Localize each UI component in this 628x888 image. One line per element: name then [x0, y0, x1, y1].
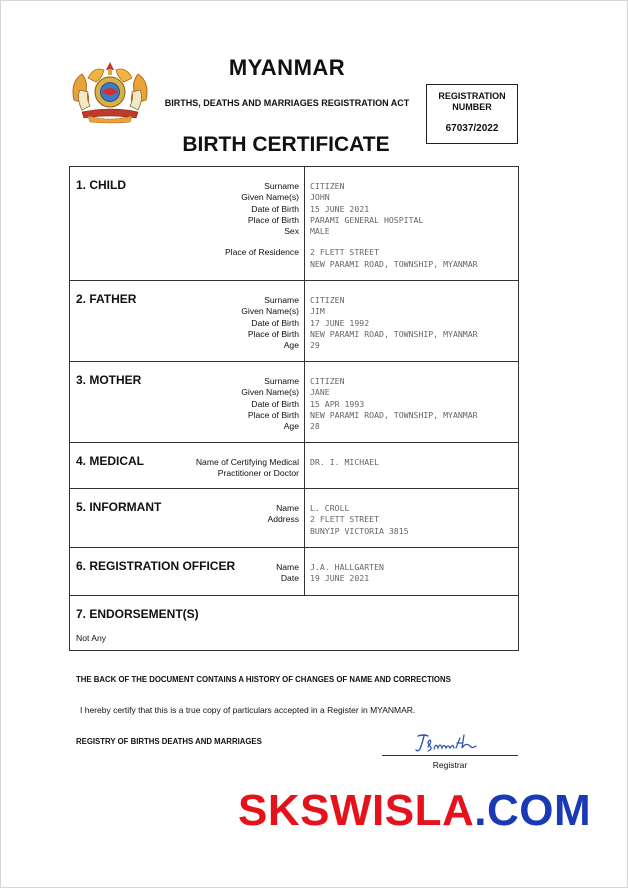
- field-label: Surname: [264, 295, 299, 305]
- field-value: L. CROLL: [310, 503, 350, 513]
- field-label: Age: [283, 340, 299, 351]
- field-label: Given Name(s): [241, 387, 299, 398]
- endorsement-text: Not Any: [76, 633, 107, 643]
- field-label: Surname: [264, 376, 299, 386]
- column-divider: [304, 548, 305, 595]
- field-value: 2 FLETT STREET: [310, 514, 380, 525]
- watermark: [238, 786, 591, 836]
- field-values: [310, 376, 478, 432]
- field-label: Date of Birth: [251, 317, 299, 328]
- section-title: 2. FATHER: [76, 292, 137, 306]
- field-value: 15 APR 1993: [310, 398, 365, 409]
- field-value: 17 JUNE 1992: [310, 317, 370, 328]
- field-label: Name: [276, 562, 299, 572]
- field-label: Place of Birth: [247, 409, 299, 420]
- field-value: MALE: [310, 226, 330, 237]
- watermark-part-red: SKSWISLA: [238, 786, 475, 835]
- field-label: Sex: [284, 226, 299, 237]
- field-label: Place of Birth: [247, 214, 299, 225]
- field-value: JOHN: [310, 192, 330, 203]
- field-label: Date of Birth: [251, 398, 299, 409]
- watermark-part-blue: .COM: [474, 786, 592, 835]
- act-name: BIRTHS, DEATHS AND MARRIAGES REGISTRATION ACT: [164, 98, 410, 108]
- state-seal-icon: [68, 60, 152, 124]
- section-informant: [70, 489, 518, 548]
- section-title: 6. REGISTRATION OFFICER: [76, 559, 236, 573]
- section-title: 7. ENDORSEMENT(S): [76, 607, 199, 621]
- field-values: [310, 295, 478, 351]
- column-divider: [304, 281, 305, 361]
- field-labels: [241, 376, 299, 432]
- field-value: 19 JUNE 2021: [310, 573, 370, 584]
- field-labels: [196, 457, 299, 480]
- field-label: Date of Birth: [251, 203, 299, 214]
- section-registration-officer: [70, 548, 518, 596]
- field-value: NEW PARAMI ROAD, TOWNSHIP, MYANMAR: [310, 328, 478, 339]
- field-label: Address: [267, 514, 299, 525]
- field-value: 2 FLETT STREET: [310, 247, 380, 258]
- field-value: JANE: [310, 387, 330, 398]
- field-label: Given Name(s): [241, 306, 299, 317]
- field-values: [310, 503, 409, 537]
- field-values: [310, 457, 379, 468]
- field-labels: [241, 295, 299, 351]
- section-medical: [70, 443, 518, 489]
- field-label: Name of Certifying Medical: [195, 457, 299, 467]
- section-child: [70, 167, 518, 281]
- section-mother: [70, 362, 518, 443]
- section-title: 5. INFORMANT: [76, 500, 162, 514]
- registry-name: REGISTRY OF BIRTHS DEATHS AND MARRIAGES: [76, 737, 262, 746]
- field-labels: [276, 562, 299, 585]
- registrar-signature: [414, 732, 486, 754]
- country-name: MYANMAR: [228, 55, 346, 80]
- field-value: CITIZEN: [310, 376, 345, 386]
- field-value: NEW PARAMI ROAD, TOWNSHIP, MYANMAR: [310, 258, 478, 269]
- field-label: Surname: [264, 181, 299, 191]
- field-value: DR. I. MICHAEL: [310, 457, 380, 467]
- signature-line: [382, 755, 518, 756]
- field-value: NEW PARAMI ROAD, TOWNSHIP, MYANMAR: [310, 409, 478, 420]
- section-title: 4. MEDICAL: [76, 454, 145, 468]
- column-divider: [304, 362, 305, 442]
- field-labels: [225, 181, 299, 259]
- back-of-document-note: THE BACK OF THE DOCUMENT CONTAINS A HISTORY OF CHANGES OF NAME AND CORRECTIONS: [76, 675, 451, 684]
- column-divider: [304, 443, 305, 488]
- field-label: Place of Birth: [247, 328, 299, 339]
- field-values: [310, 562, 384, 585]
- section-title: 3. MOTHER: [76, 373, 142, 387]
- certificate-table: [69, 166, 519, 651]
- field-label: Given Name(s): [241, 192, 299, 203]
- registration-number-box: [426, 84, 518, 144]
- field-value: CITIZEN: [310, 295, 345, 305]
- field-label: Place of Residence: [224, 247, 299, 258]
- registration-number-label: NUMBER: [452, 102, 492, 112]
- registrar-label: Registrar: [432, 760, 468, 770]
- field-label: Date: [280, 573, 299, 584]
- field-value: 15 JUNE 2021: [310, 203, 370, 214]
- section-title: 1. CHILD: [76, 178, 127, 192]
- field-label: Name: [276, 503, 299, 513]
- column-divider: [304, 489, 305, 547]
- field-value: JIM: [310, 306, 325, 317]
- field-label: Age: [283, 421, 299, 432]
- column-divider: [304, 167, 305, 280]
- svg-text:~ ~ ~ ~ ~: ~ ~ ~ ~ ~: [99, 116, 121, 121]
- field-values: [310, 181, 478, 270]
- field-label: Practitioner or Doctor: [217, 468, 299, 479]
- field-value: PARAMI GENERAL HOSPITAL: [310, 214, 424, 225]
- field-value: BUNYIP VICTORIA 3815: [310, 525, 409, 536]
- field-labels: [267, 503, 299, 526]
- section-endorsements: [70, 596, 518, 650]
- registration-label: REGISTRATION: [438, 91, 506, 101]
- field-value: J.A. HALLGARTEN: [310, 562, 384, 572]
- document-title: BIRTH CERTIFICATE: [182, 133, 390, 156]
- field-value: CITIZEN: [310, 181, 345, 191]
- registration-number: 67037/2022: [445, 123, 499, 134]
- certification-statement: I hereby certify that this is a true copy of particulars accepted in a Register in MYANMAR.: [80, 705, 416, 715]
- field-value: 29: [310, 340, 320, 351]
- field-value: 28: [310, 421, 320, 432]
- section-father: [70, 281, 518, 362]
